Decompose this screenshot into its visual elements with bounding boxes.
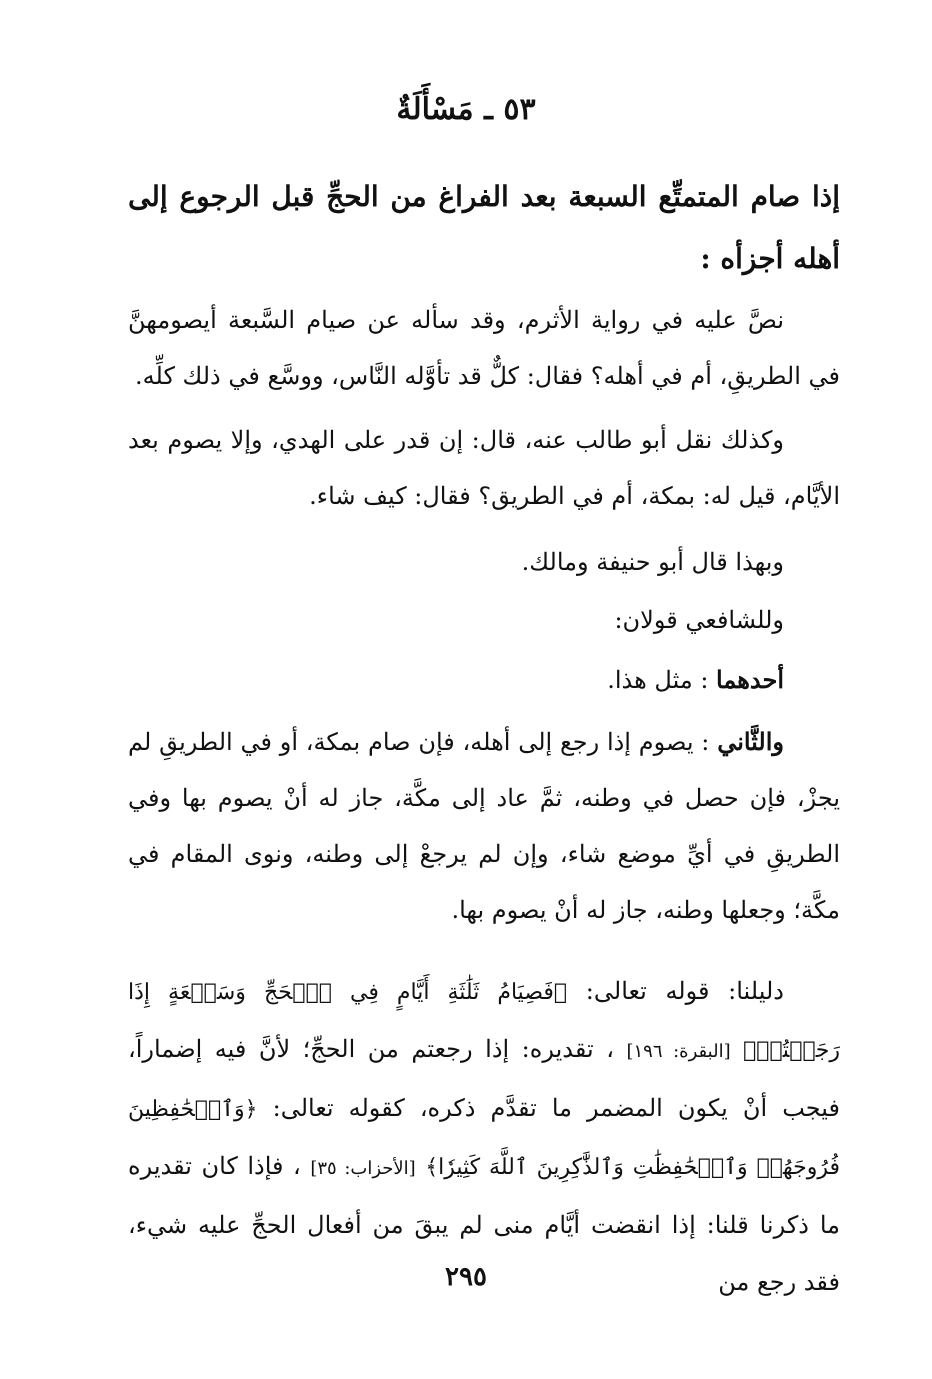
second-view-text: : يصوم إذا رجع إلى أهله، فإن صام بمكة، أو في الطريقِ لم يجزْ، فإن حصل في وطنه، ثمَّ عاد إلى مكَّة، جاز له أنْ يصوم بها وفي الطريقِ في أيِّ موضع شاء، وإن لم يرجعْ إلى وطنه، ونوى المقام في مكَّة؛ وجعلها وطنه، جاز له أنْ يصوم بها. [128,728,840,924]
masala-separator: ـ [484,92,493,127]
masala-number: ٥٣ [503,92,536,127]
paragraph-athram-narration: نصَّ عليه في رواية الأثرم، وقد سأله عن صيام السَّبعة أيصومهنَّ في الطريقِ، أم في أهله؟ فقال: كلٌّ قد تأوَّله النَّاس، ووسَّع في ذلك كلِّه. [128,306,840,390]
verse-reference-ahzab: [الأحزاب: ٣٥] [310,1158,416,1179]
page-number: ٢٩٥ [445,1262,487,1292]
paragraph-shafii-two-views: وللشافعي قولان: [614,606,784,634]
quran-verse-baqarah: ﴿فَصِيَامُ ثَلَٰثَةِ أَيَّامٍ فِي ٱلۡحَجِّ وَسَبۡعَةٍ إِذَا رَجَعۡتُمۡ﴾ [128,980,840,1063]
first-view-lead: أحدهما [716,665,784,694]
evidence-intro: دليلنا: قوله تعالى: [567,977,784,1005]
issue-title: إذا صام المتمتِّع السبعة بعد الفراغ من الحجِّ قبل الرجوع إلى أهله أجزأه : [128,180,840,275]
paragraph-evidence [128,963,840,1311]
evidence-conclusion: ، فإذا كان تقديره ما ذكرنا قلنا: إذا انقضت أيَّام منى لم يبقَ من أفعال الحجِّ عليه شيء، فقد رجع من [128,1152,840,1296]
masala-word: مَسْأَلَةٌ [396,92,474,127]
paragraph-abu-hanifa-malik: وبهذا قال أبو حنيفة ومالك. [521,548,784,576]
masala-heading [0,92,932,127]
first-view-text: : مثل هذا. [607,666,709,694]
paragraph-second-view [128,714,840,938]
quran-verse-ahzab: ﴿وَٱلۡحَٰفِظِينَ فُرُوجَهُمۡ وَٱلۡحَٰفِظَٰتِ وَٱلذَّٰكِرِينَ ٱللَّهَ كَثِيرٗا﴾ [128,1097,840,1180]
second-view-lead: والثَّاني [717,727,784,756]
evidence-explanation: ، تقديره: إذا رجعتم من الحجِّ؛ لأنَّ فيه إضماراً، فيجب أنْ يكون المضمر ما تقدَّم ذكره، كقوله تعالى: [128,1035,840,1122]
paragraph-abu-talib-narration: وكذلك نقل أبو طالب عنه، قال: إن قدر على الهدي، وإلا يصوم بعد الأيَّام، قيل له: بمكة، أم في الطريق؟ فقال: كيف شاء. [128,426,840,510]
verse-reference-baqarah: [البقرة: ١٩٦] [626,1041,731,1062]
paragraph-first-view [128,652,840,708]
